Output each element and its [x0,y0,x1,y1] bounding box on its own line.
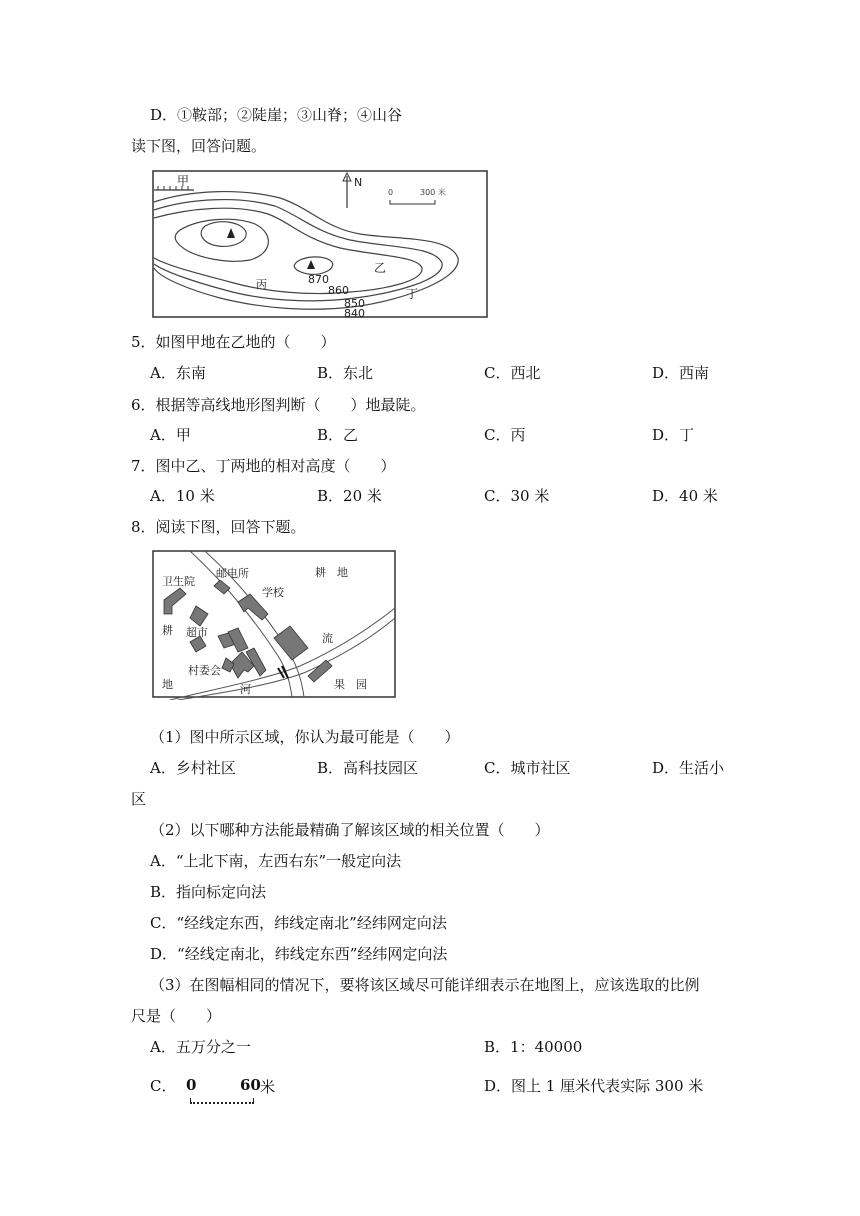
label-clinic: 卫生院 [162,575,195,588]
q6-option-b[interactable]: B．乙 [317,426,359,444]
label-post-office: 邮电所 [216,567,249,580]
scale-bar-value: 60 [240,1076,261,1094]
label-farmland-top: 耕 地 [315,566,348,579]
label-840: 840 [344,307,365,320]
q8-sub2-option-a[interactable]: A．“上北下南，左西右东”一般定向法 [150,852,402,870]
q5-option-c[interactable]: C．西北 [484,364,541,382]
intro-text: 读下图，回答问题。 [131,137,267,155]
label-village-committee: 村委会 [188,664,221,677]
scale-bar-line [190,1098,254,1104]
north-label: N [354,176,363,189]
q7-option-c[interactable]: C．30 米 [484,487,550,505]
q5-stem: 5．如图甲地在乙地的（ ） [131,333,336,351]
q7-stem: 7．图中乙、丁两地的相对高度（ ） [131,457,396,475]
label-river-char: 流 [322,632,333,645]
scale-bar-unit: 米 [260,1078,276,1096]
option-c-prefix: C． [150,1077,177,1095]
q8-sub1-option-c[interactable]: C．城市社区 [484,759,571,777]
q8-sub1-option-a[interactable]: A．乡村社区 [150,759,236,777]
q7-option-a[interactable]: A．10 米 [150,487,215,505]
label-ding: 丁 [406,287,419,301]
q5-option-b[interactable]: B．东北 [317,364,374,382]
label-bing: 丙 [256,278,267,291]
q5-option-d[interactable]: D．西南 [652,364,710,382]
label-orchard: 果 园 [334,678,367,691]
q8-sub3-option-c[interactable] [150,1076,176,1096]
label-school: 学校 [262,586,284,599]
label-860: 860 [328,284,349,297]
contour-map-figure [150,168,490,320]
q8-sub3-stem-line2: 尺是（ ） [131,1007,222,1025]
q8-sub3-option-d[interactable]: D．图上 1 厘米代表实际 300 米 [484,1077,704,1095]
q7-option-d[interactable]: D．40 米 [652,487,718,505]
q5-option-a[interactable]: A．东南 [150,364,206,382]
label-farmland-left-2: 地 [162,678,173,691]
q8-sub1-option-d-wrap: 区 [131,790,147,808]
q8-sub2-option-c[interactable]: C．“经线定东西，纬线定南北”经纬网定向法 [150,914,447,932]
q8-sub1-option-d[interactable]: D．生活小 [652,759,725,777]
q6-stem: 6．根据等高线地形图判断（ ）地最陡。 [131,396,426,414]
q8-sub3-stem-line1: （3）在图幅相同的情况下，要将该区域尽可能详细表示在地图上，应该选取的比例 [150,976,700,994]
label-yi: 乙 [374,261,387,275]
scale-zero: 0 [388,188,394,197]
label-farmland-left-1: 耕 [162,624,173,637]
q8-sub1-option-b[interactable]: B．高科技园区 [317,759,419,777]
q6-option-d[interactable]: D．丁 [652,426,695,444]
q8-sub2-option-b[interactable]: B．指向标定向法 [150,883,267,901]
q7-option-b[interactable]: B．20 米 [317,487,382,505]
label-river-char-2: 河 [240,683,251,696]
q8-sub1-stem: （1）图中所示区域，你认为最可能是（ ） [150,728,460,746]
q6-option-a[interactable]: A．甲 [150,426,191,444]
q8-sub2-stem: （2）以下哪种方法能最精确了解该区域的相关位置（ ） [150,821,550,839]
label-supermarket: 超市 [186,626,208,639]
q6-option-c[interactable]: C．丙 [484,426,526,444]
option-c-scale-bar [184,1074,284,1106]
label-jia: 甲 [177,174,190,188]
village-map-figure [150,548,398,700]
label-870: 870 [308,273,329,286]
q8-sub3-option-b[interactable]: B．1：40000 [484,1038,583,1056]
q8-stem: 8．阅读下图，回答下题。 [131,518,306,536]
prev-option-d: D．①鞍部；②陡崖；③山脊；④山谷 [150,106,403,124]
label-850: 850 [344,297,365,310]
q8-sub2-option-d[interactable]: D．“经线定南北，纬线定东西”经纬网定向法 [150,945,448,963]
scale-value: 300 米 [420,188,446,197]
q8-sub3-option-a[interactable]: A．五万分之一 [150,1038,251,1056]
scale-bar-zero: 0 [186,1076,197,1094]
